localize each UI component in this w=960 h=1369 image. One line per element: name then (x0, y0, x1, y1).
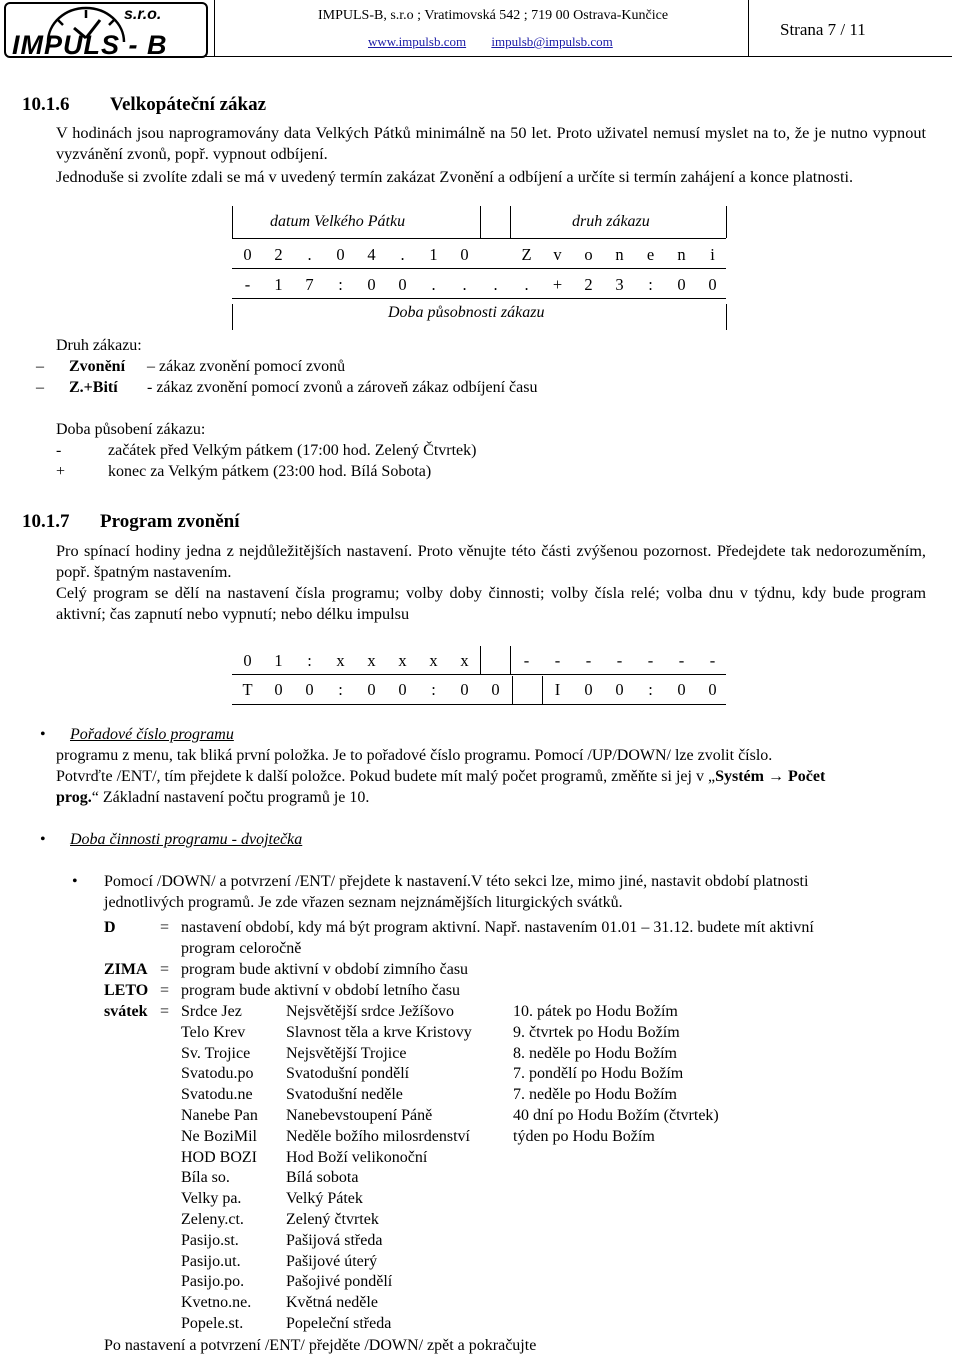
grid-cell: : (307, 651, 312, 670)
text-line: Pomocí /DOWN/ a potvrzení /ENT/ přejdete k nastavení.V této sekci lze, mimo jiné, nastavit období platnosti (104, 873, 809, 890)
feast-name: Svatodušní pondělí (286, 1065, 410, 1083)
bullet-icon: • (40, 831, 46, 848)
grid-rule (232, 298, 726, 299)
grid-cell: x (460, 651, 469, 670)
feast-name: Pašojivé pondělí (286, 1273, 393, 1291)
grid-cell: I (554, 680, 561, 699)
logo-text: IMPULS - B (12, 30, 168, 60)
grid-cell: 0 (460, 245, 469, 264)
grid-rule (232, 268, 726, 269)
grid-cell: 3 (615, 275, 624, 294)
feast-date: 40 dní po Hodu Božím (čtvrtek) (513, 1107, 719, 1124)
grid-cell: - (585, 651, 592, 670)
email-link[interactable]: impulsb@impulsb.com (491, 34, 613, 49)
program-format-grid (232, 646, 726, 706)
feast-date: 8. neděle po Hodu Božím (513, 1044, 677, 1062)
grid-cell: 0 (243, 651, 252, 670)
dash-marker: – (36, 379, 44, 396)
menu-path: Systém → Počet (715, 768, 826, 785)
feast-name: Zelený čtvrtek (286, 1211, 379, 1228)
definition-value: program bude aktivní v období zimního času (181, 961, 469, 978)
section-title: Velkopáteční zákaz (110, 94, 267, 115)
grid-cell: . (431, 275, 436, 294)
definition-equals: = (160, 919, 170, 936)
feast-date: 7. pondělí po Hodu Božím (513, 1065, 684, 1083)
grid-cell: - (709, 651, 716, 670)
feast-name: Pašijová středa (286, 1231, 383, 1249)
definition-key: D (104, 919, 116, 936)
grid-cell: 4 (367, 245, 376, 264)
bullet-title: Doba činnosti programu - dvojtečka (70, 831, 303, 848)
grid-cell: 0 (243, 245, 252, 264)
feast-abbreviation: Nanebe Pan (181, 1107, 258, 1124)
feast-abbreviation: Pasijo.po. (181, 1273, 245, 1291)
menu-path: prog. (56, 789, 92, 806)
definition-value: program bude aktivní v období letního času (181, 982, 461, 999)
feast-date: 7. neděle po Hodu Božím (513, 1086, 677, 1104)
grid-cell: 0 (367, 680, 376, 699)
feast-abbreviation: Bíla so. (181, 1169, 230, 1187)
druh-key: Zvonění (69, 358, 126, 375)
grid-cell: 0 (677, 275, 686, 294)
grid-cell: x (367, 651, 376, 670)
grid-divider (510, 206, 511, 238)
grid-cell: . (524, 275, 529, 294)
header-divider (748, 0, 749, 56)
feast-abbreviation: Kvetno.ne. (181, 1294, 252, 1312)
grid-cell: 0 (305, 680, 314, 699)
feast-date: 10. pátek po Hodu Božím (513, 1003, 678, 1020)
grid-cell: . (493, 275, 498, 294)
definition-key: LETO (104, 982, 149, 999)
section-number: 10.1.7 (22, 511, 70, 532)
grid-cell: 2 (274, 245, 283, 264)
definition-value: nastavení období, kdy má být program aktivní. Např. nastavením 01.01 – 31.12. budete mít aktivní (181, 919, 814, 936)
feast-abbreviation: Srdce Jez (181, 1003, 242, 1020)
grid-cell: : (338, 275, 343, 294)
grid-cell: 7 (305, 275, 314, 294)
druh-title: Druh zákazu: (56, 337, 142, 354)
page-number: Strana 7 / 11 (780, 20, 866, 39)
holiday-format-grid (232, 204, 726, 330)
grid-cell: x (336, 651, 345, 670)
feast-name: Pašijové úterý (286, 1252, 378, 1270)
grid-cell: e (646, 245, 655, 264)
header-rule (8, 56, 952, 57)
grid-cell: 0 (398, 275, 407, 294)
grid-divider (542, 676, 543, 704)
feast-abbreviation: Pasijo.st. (181, 1231, 239, 1249)
grid-cell: - (523, 651, 530, 670)
grid-cell: . (462, 275, 467, 294)
feast-name: Neděle božího milosrdenství (286, 1127, 470, 1145)
grid-cell: 0 (708, 275, 717, 294)
grid-cell: o (584, 245, 593, 264)
text-segment: “ Základní nastavení počtu programů je 10. (91, 789, 370, 806)
grid-cell: 0 (708, 680, 717, 699)
section-title: Program zvonění (100, 511, 240, 532)
grid-cell: 1 (274, 275, 283, 294)
definition-equals: = (160, 1003, 170, 1020)
grid-cell: 0 (336, 245, 345, 264)
grid-cell: 1 (274, 651, 283, 670)
grid-cell: 0 (367, 275, 376, 294)
feast-name: Nanebevstoupení Páně (286, 1107, 433, 1124)
website-link[interactable]: www.impulsb.com (368, 34, 467, 49)
doba-text: konec za Velkým pátkem (23:00 hod. Bílá Sobota) (108, 463, 432, 480)
grid-cell: 0 (274, 680, 283, 699)
definition-key: svátek (104, 1003, 148, 1020)
grid-cell: - (616, 651, 623, 670)
doba-text: začátek před Velkým pátkem (17:00 hod. Zelený Čtvrtek) (108, 442, 477, 459)
feast-abbreviation: Pasijo.ut. (181, 1252, 241, 1270)
text-line: jednotlivých programů. Je zde vřazen seznam nejznámějších liturgických svátků. (104, 894, 623, 911)
feast-abbreviation: Svatodu.po (181, 1065, 254, 1083)
definition-equals: = (160, 982, 170, 999)
feast-name: Velký Pátek (286, 1190, 363, 1208)
doba-title: Doba působení zákazu: (56, 421, 206, 438)
feast-name: Nejsvětější Trojice (286, 1044, 407, 1062)
section-number: 10.1.6 (22, 94, 70, 115)
bullet-icon: • (72, 873, 78, 890)
doba-symbol: + (56, 463, 66, 480)
bullet-icon: • (40, 726, 46, 743)
logo-sro: s.r.o. (124, 6, 162, 23)
feast-name: Bílá sobota (286, 1169, 359, 1187)
feast-abbreviation: Svatodu.ne (181, 1086, 253, 1104)
grid-cell: 2 (584, 275, 593, 294)
feast-name: Hod Boží velikonoční (286, 1148, 428, 1166)
grid-cell: x (398, 651, 407, 670)
grid-cell: : (338, 680, 343, 699)
definition-key: ZIMA (104, 961, 148, 978)
grid-divider (480, 206, 481, 238)
grid-rule (232, 704, 726, 705)
paragraph: V hodinách jsou naprogramovány data Velkých Pátků minimálně na 50 let. Proto uživatel nemusí myslet na to, že je nutno vypnout vyzvánění zvonů, popř. vypnout odbíjení. (56, 123, 926, 163)
grid-divider (510, 646, 511, 674)
grid-cell: 0 (584, 680, 593, 699)
text-line: programu z menu, tak bliká první položka. Je to pořadové číslo programu. Pomocí /UP/DOWN/ lze zvolit číslo. (56, 747, 773, 764)
grid-cell: 1 (429, 245, 438, 264)
grid-cell: Z (521, 245, 532, 264)
paragraph: Celý program se dělí na nastavení čísla programu; volby doby činnosti; volby čísla relé; volba dnu v týdnu, kdy bude program aktivní; čas zapnutí nebo vypnutí; nebo délku impulsu (56, 583, 926, 623)
definition-equals: = (160, 961, 170, 978)
bullet-title: Pořadové číslo programu (70, 726, 234, 743)
grid-cell: + (552, 275, 563, 294)
section-heading-1017 (22, 511, 240, 533)
grid-cell: T (242, 680, 253, 699)
grid-divider (512, 676, 513, 704)
feast-abbreviation: HOD BOZI (181, 1148, 257, 1166)
grid-cell: i (710, 245, 715, 264)
feast-abbreviation: Velky pa. (181, 1190, 242, 1208)
grid-rule (232, 238, 726, 239)
grid-cell: : (431, 680, 436, 699)
grid-cell: . (307, 245, 312, 264)
grid-divider (726, 206, 727, 238)
grid-cell: : (648, 680, 653, 699)
grid-cell: n (615, 245, 624, 264)
feast-name: Slavnost těla a krve Kristovy (286, 1023, 472, 1041)
druh-key: Z.+Bití (69, 379, 118, 396)
grid-divider (480, 646, 481, 674)
text-line (56, 789, 369, 807)
label-type: druh zákazu (572, 213, 650, 230)
druh-text: – zákaz zvonění pomocí zvonů (147, 358, 346, 375)
label-duration: Doba působnosti zákazu (388, 304, 545, 321)
feast-name: Popeleční středa (286, 1315, 392, 1332)
grid-divider (726, 304, 727, 330)
grid-cell: 0 (460, 680, 469, 699)
company-logo (4, 2, 208, 58)
text-line (56, 768, 825, 786)
grid-cell: - (244, 275, 251, 294)
header-divider (214, 0, 215, 56)
grid-cell: - (647, 651, 654, 670)
grid-cell: x (429, 651, 438, 670)
feast-name: Květná neděle (286, 1294, 378, 1312)
grid-cell: v (553, 245, 562, 264)
header-links (368, 34, 635, 50)
grid-cell: 0 (491, 680, 500, 699)
text-segment: Potvrďte /ENT/, tím přejdete k další položce. Pokud budete mít malý počet programů, změňte si jej v „ (56, 768, 716, 785)
dash-marker: – (36, 358, 44, 375)
grid-divider (232, 206, 233, 238)
feast-abbreviation: Popele.st. (181, 1315, 244, 1332)
paragraph: Pro spínací hodiny jedna z nejdůležitějších nastavení. Proto věnujte této části zvýšenou pozornost. Předejdete tak nedorozuměním, popř. špatným nastavením. (56, 541, 926, 581)
company-address: IMPULS-B, s.r.o ; Vratimovská 542 ; 719 00 Ostrava-Kunčice (318, 8, 669, 23)
definition-value: program celoročně (181, 940, 302, 957)
feast-date: 9. čtvrtek po Hodu Božím (513, 1023, 680, 1041)
grid-cell: : (648, 275, 653, 294)
feast-name: Nejsvětější srdce Ježíšovo (286, 1003, 454, 1020)
feast-abbreviation: Zeleny.ct. (181, 1211, 244, 1228)
page-header (0, 0, 960, 58)
feast-abbreviation: Telo Krev (181, 1023, 246, 1041)
druh-text: - zákaz zvonění pomocí zvonů a zároveň zákaz odbíjení času (147, 379, 538, 396)
feast-date: týden po Hodu Božím (513, 1127, 655, 1145)
footer-instruction: Po nastavení a potvrzení /ENT/ přejděte /DOWN/ zpět a pokračujte (104, 1337, 537, 1354)
grid-cell: 0 (615, 680, 624, 699)
paragraph: Jednoduše si zvolíte zdali se má v uvedený termín zakázat Zvonění a odbíjení a určíte si termín zahájení a konce platnosti. (56, 167, 854, 186)
grid-cell: . (400, 245, 405, 264)
feast-name: Svatodušní neděle (286, 1086, 403, 1104)
grid-cell: - (678, 651, 685, 670)
grid-cell: 0 (398, 680, 407, 699)
feast-abbreviation: Sv. Trojice (181, 1044, 251, 1062)
label-date: datum Velkého Pátku (270, 213, 406, 230)
grid-divider (232, 304, 233, 330)
grid-cell: - (554, 651, 561, 670)
feast-abbreviation: Ne BoziMil (181, 1127, 257, 1145)
section-heading-1016 (22, 94, 266, 116)
grid-cell: 0 (677, 680, 686, 699)
grid-cell: n (677, 245, 686, 264)
grid-rule (232, 674, 726, 675)
doba-symbol: - (56, 442, 62, 459)
